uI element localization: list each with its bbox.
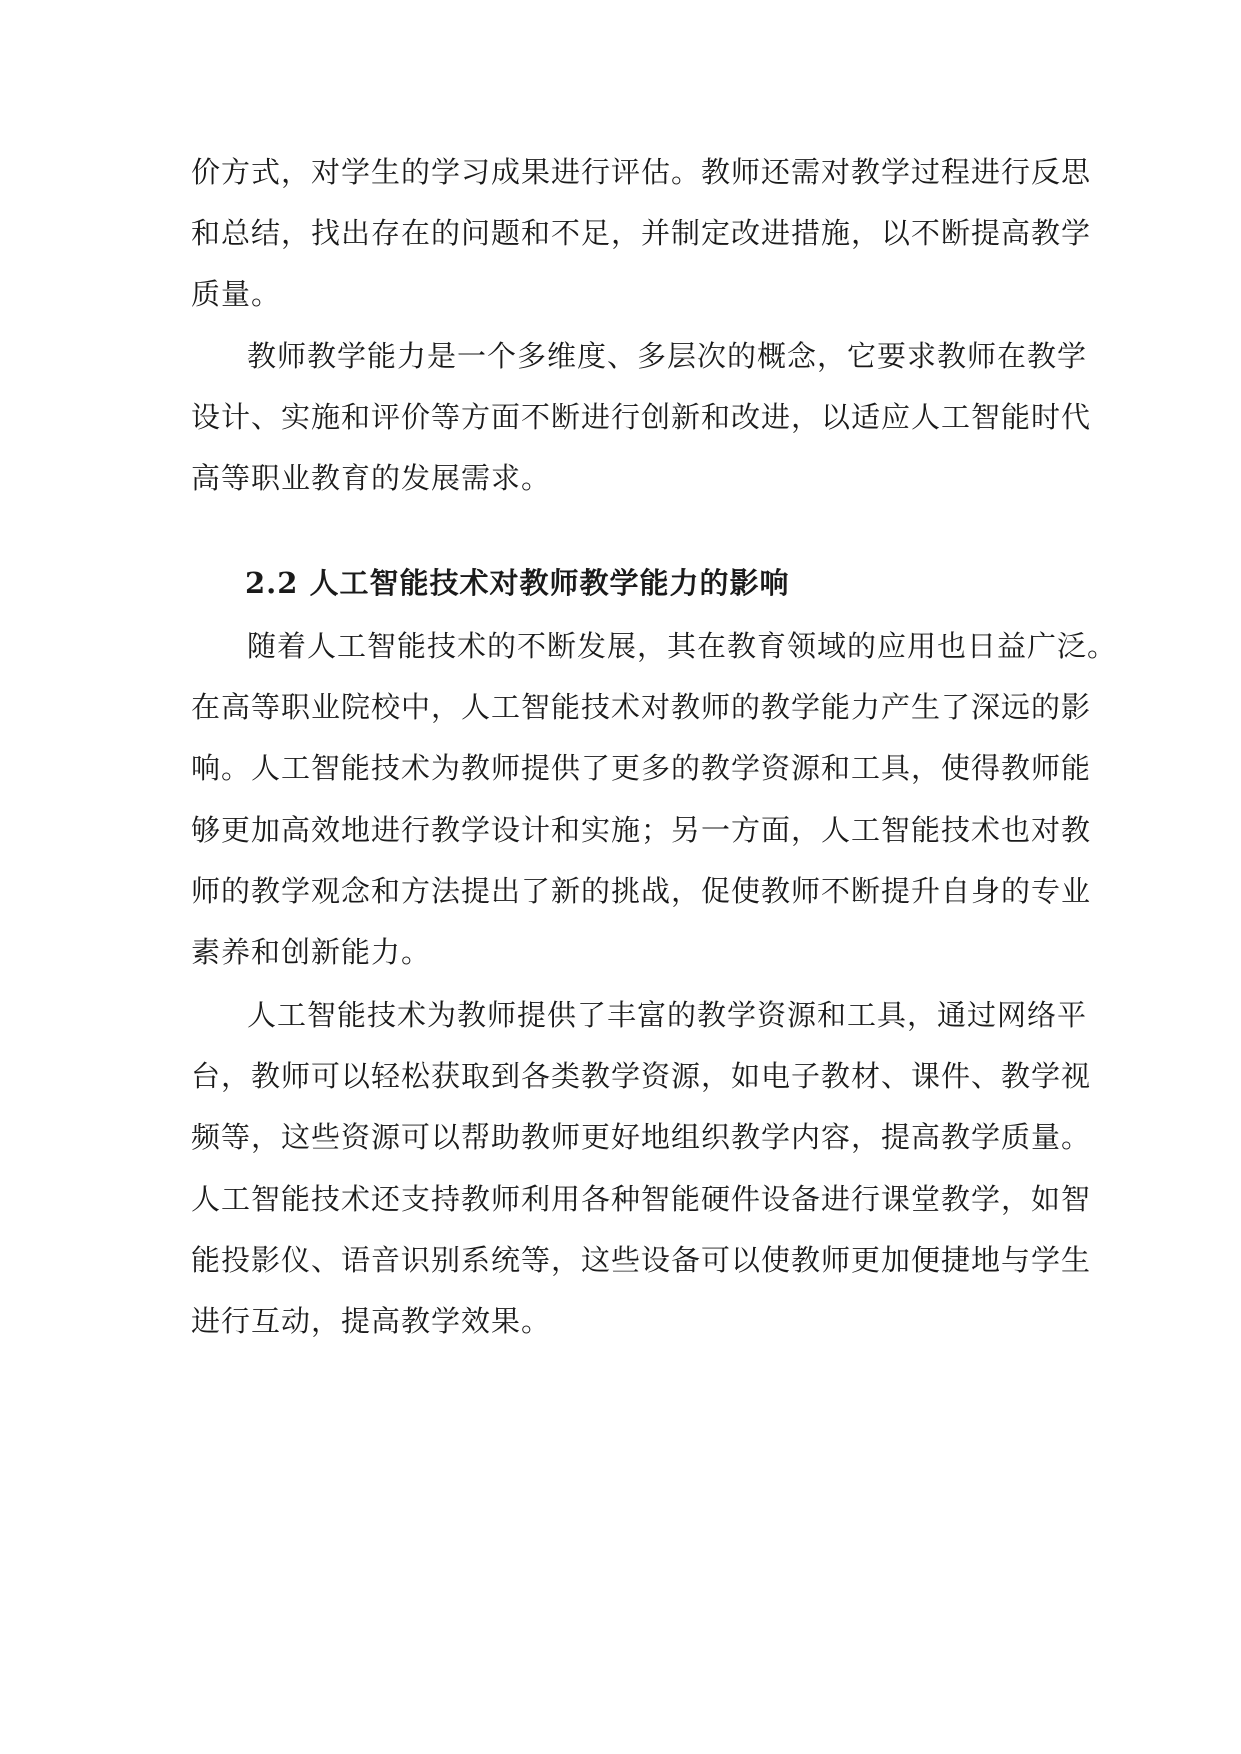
paragraph-2-line-3: 高等职业教育的发展需求。 [191,461,552,495]
paragraph-2-line-1: 教师教学能力是一个多维度、多层次的概念，它要求教师在教学 [247,339,1088,373]
section-paragraph-2-line-5: 能投影仪、语音识别系统等，这些设备可以使教师更加便捷地与学生 [191,1243,1092,1277]
paragraph-1-line-1: 价方式，对学生的学习成果进行评估。教师还需对教学过程进行反思 [191,155,1092,189]
section-paragraph-1-line-4: 够更加高效地进行教学设计和实施；另一方面，人工智能技术也对教 [191,813,1092,847]
section-paragraph-1-line-2: 在高等职业院校中，人工智能技术对教师的教学能力产生了深远的影 [191,690,1092,724]
section-paragraph-2-line-6: 进行互动，提高教学效果。 [191,1304,552,1338]
paragraph-1-line-3: 质量。 [191,277,282,311]
section-paragraph-1-line-5: 师的教学观念和方法提出了新的挑战，促使教师不断提升自身的专业 [191,874,1092,908]
section-heading: 2.2 人工智能技术对教师教学能力的影响 [245,566,790,600]
paragraph-2-line-2: 设计、实施和评价等方面不断进行创新和改进，以适应人工智能时代 [191,400,1092,434]
section-paragraph-1-line-6: 素养和创新能力。 [191,935,432,969]
section-paragraph-2-line-2: 台，教师可以轻松获取到各类教学资源，如电子教材、课件、教学视 [191,1059,1092,1093]
section-paragraph-2-line-3: 频等，这些资源可以帮助教师更好地组织教学内容，提高教学质量。 [191,1120,1092,1154]
section-paragraph-2-line-1: 人工智能技术为教师提供了丰富的教学资源和工具，通过网络平 [247,998,1088,1032]
section-paragraph-1-line-1: 随着人工智能技术的不断发展，其在教育领域的应用也日益广泛。 [247,629,1118,663]
section-paragraph-1-line-3: 响。人工智能技术为教师提供了更多的教学资源和工具，使得教师能 [191,751,1092,785]
section-paragraph-2-line-4: 人工智能技术还支持教师利用各种智能硬件设备进行课堂教学，如智 [191,1182,1092,1216]
paragraph-1-line-2: 和总结，找出存在的问题和不足，并制定改进措施，以不断提高教学 [191,216,1092,250]
